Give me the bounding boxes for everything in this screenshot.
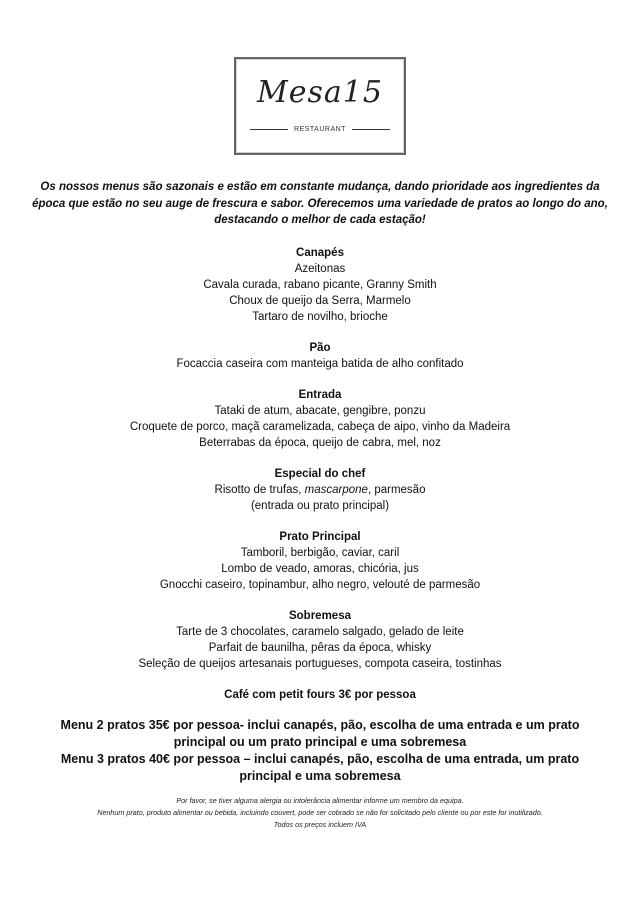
section-prato-principal: Prato Principal Tamboril, berbigão, caviar, caril Lombo de veado, amoras, chicória, jus Gnocchi caseiro, topinambur, alho negro, velouté de parmesão (159, 530, 481, 591)
section-especial: Especial do chef Risotto de trufas, mascarpone, parmesão (entrada ou prato principal) (214, 467, 426, 512)
logo-subtitle: RESTAURANT (236, 125, 404, 134)
section-entrada: Entrada Tataki de atum, abacate, gengibre, ponzu Croquete de porco, maçã caramelizada, cabeça de aipo, vinho da Madeira Beterrabas da época, queijo de cabra, mel, noz (129, 388, 511, 449)
footer-notes: Por favor, se tiver alguma alergia ou intolerância alimentar informe um membro da equipa. Nenhum prato, produto alimentar ou bebida, incluindo couvert, pode ser cobrado se não for solicitado pelo cliente ou por este for inutilizado. Todos os preços incluem IVA (97, 795, 543, 829)
intro-text: Os nossos menus são sazonais e estão em constante mudança, dando prioridade aos ingredientes da época que estão no seu auge de frescura e sabor. Oferecemos uma variedade de pratos ao longo do ano, destacando o melhor de cada estação! (32, 181, 608, 226)
logo-name: Mesa15 (257, 75, 383, 110)
section-canapes: Canapés Azeitonas Cavala curada, rabano picante, Granny Smith Choux de queijo da Serra, Marmelo Tartaro de novilho, brioche (203, 246, 437, 323)
section-sobremesa: Sobremesa Tarte de 3 chocolates, caramelo salgado, gelado de leite Parfait de baunilha, pêras da época, whisky Seleção de queijos artesanais portugueses, compota caseira, tostinhas (138, 609, 502, 670)
restaurant-logo (234, 57, 406, 155)
section-pao: Pão Focaccia caseira com manteiga batida de alho confitado (176, 341, 464, 370)
menu-prices: Menu 2 pratos 35€ por pessoa- inclui canapés, pão, escolha de uma entrada e um prato principal ou um prato principal e uma sobremesa Menu 3 pratos 40€ por pessoa – inclui canapés, pão, escolha de uma entrada, um prato principal e uma sobremesa (60, 717, 580, 783)
menu-sections (20, 245, 620, 703)
cafe-line: Café com petit fours 3€ por pessoa (224, 688, 416, 701)
